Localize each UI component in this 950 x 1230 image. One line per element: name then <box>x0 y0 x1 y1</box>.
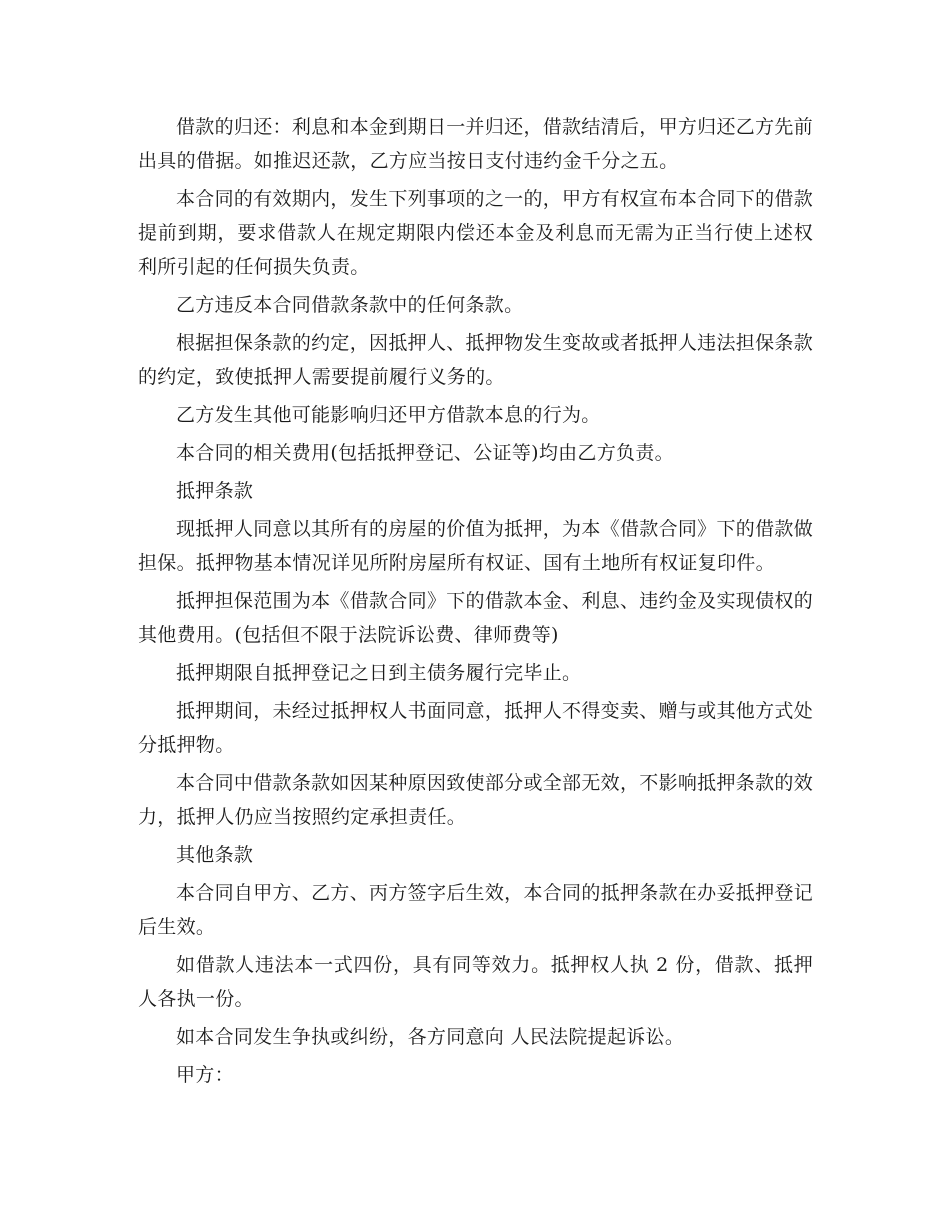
paragraph-other-conduct: 乙方发生其他可能影响归还甲方借款本息的行为。 <box>176 404 601 426</box>
paragraph-early-maturity: 本合同的有效期内，发生下列事项的之一的，甲方有权宣布本合同下的借款提前到期，要求借款人在规定期限内偿还本金及利息而无需为正当行使上述权利所引起的任何损失负责。 <box>138 188 813 278</box>
paragraph-mortgage-term: 抵押期限自抵押登记之日到主债务履行完毕止。 <box>176 662 582 684</box>
paragraph-copies: 如借款人违法本一式四份，具有同等效力。抵押权人执 2 份，借款、抵押人各执一份。 <box>138 954 813 1010</box>
paragraph-mortgage-disposal: 抵押期间，未经过抵押权人书面同意，抵押人不得变卖、赠与或其他方式处分抵押物。 <box>138 700 813 756</box>
signature-party-a: 甲方： <box>176 1064 234 1086</box>
paragraph-effectiveness: 本合同自甲方、乙方、丙方签字后生效，本合同的抵押条款在办妥抵押登记后生效。 <box>138 882 813 938</box>
paragraph-mortgage-consent: 现抵押人同意以其所有的房屋的价值为抵押，为本《借款合同》下的借款做担保。抵押物基本情况详见所附房屋所有权证、国有土地所有权证复印件。 <box>138 518 813 574</box>
document-body <box>138 110 813 1096</box>
paragraph-fees: 本合同的相关费用(包括抵押登记、公证等)均由乙方负责。 <box>176 442 674 464</box>
section-heading-mortgage: 抵押条款 <box>176 480 254 502</box>
paragraph-mortgage-validity: 本合同中借款条款如因某种原因致使部分或全部无效，不影响抵押条款的效力，抵押人仍应当按照约定承担责任。 <box>138 772 813 828</box>
paragraph-breach: 乙方违反本合同借款条款中的任何条款。 <box>176 294 524 316</box>
paragraph-guarantee-change: 根据担保条款的约定，因抵押人、抵押物发生变故或者抵押人违法担保条款的约定，致使抵押人需要提前履行义务的。 <box>138 332 813 388</box>
section-heading-other: 其他条款 <box>176 844 254 866</box>
paragraph-repayment: 借款的归还：利息和本金到期日一并归还，借款结清后，甲方归还乙方先前出具的借据。如推迟还款，乙方应当按日支付违约金千分之五。 <box>138 116 813 172</box>
paragraph-dispute: 如本合同发生争执或纠纷，各方同意向 人民法院提起诉讼。 <box>176 1026 685 1048</box>
paragraph-mortgage-scope: 抵押担保范围为本《借款合同》下的借款本金、利息、违约金及实现债权的其他费用。(包括但不限于法院诉讼费、律师费等) <box>138 590 813 646</box>
